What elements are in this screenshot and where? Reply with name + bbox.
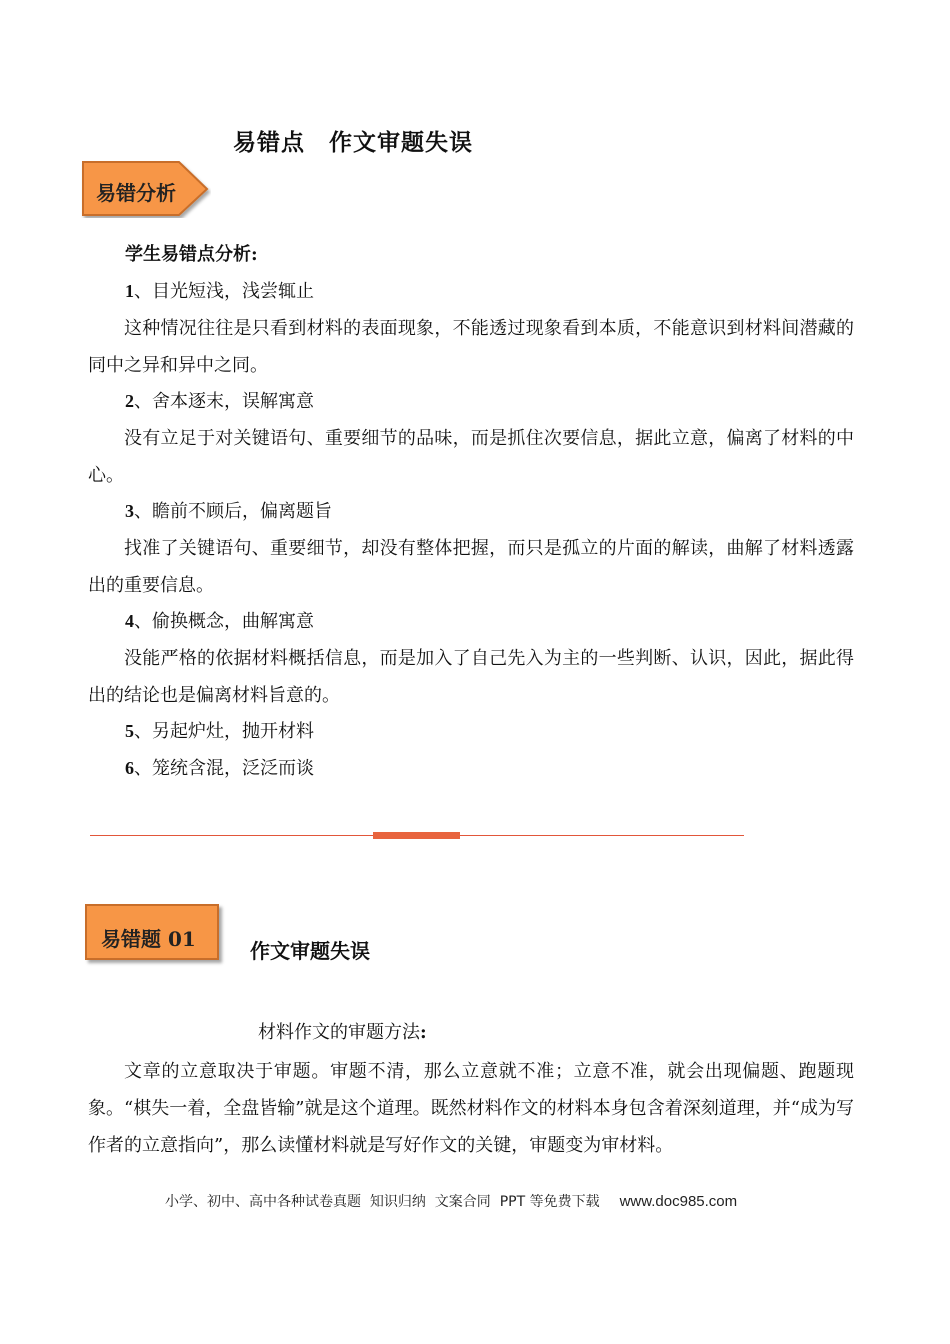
page-title: 易错点 作文审题失误 xyxy=(233,129,473,156)
point-5-title: 5、另起炉灶，抛开材料 xyxy=(125,721,314,742)
point-4-desc: 没能严格的依据材料概括信息，而是加入了自己先入为主的一些判断、认识，因此，据此得出的结论也是偏离材料旨意的。 xyxy=(88,648,854,706)
body-paragraph: 文章的立意取决于审题。审题不清，那么立意就不准；立意不准，就会出现偏题、跑题现象。“棋失一着，全盘皆输”就是这个道理。既然材料作文的材料本身包含着深刻道理，并“成为写作者的立意指向”，那么读懂材料就是写好作文的关键，审题变为审材料。 xyxy=(88,1061,854,1156)
method-heading: 材料作文的审题方法: xyxy=(258,1022,427,1043)
point-4-title: 4、偷换概念，曲解寓意 xyxy=(125,611,314,632)
point-2-title: 2、舍本逐末，误解寓意 xyxy=(125,391,314,412)
analysis-heading: 学生易错点分析: xyxy=(125,244,258,265)
point-6-title: 6、笼统含混，泛泛而谈 xyxy=(125,758,314,779)
page-footer: 小学、初中、高中各种试卷真题 知识归纳 文案合同 PPT 等免费下载 www.doc985.com xyxy=(165,1193,738,1210)
question-badge-label: 易错题 01 xyxy=(101,927,196,951)
section-divider-accent xyxy=(373,832,460,839)
point-2-desc: 没有立足于对关键语句、重要细节的品味，而是抓住次要信息，据此立意，偏离了材料的中心。 xyxy=(88,428,854,486)
analysis-badge-label: 易错分析 xyxy=(96,181,176,205)
footer-url[interactable]: www.doc985.com xyxy=(619,1193,738,1210)
question-title: 作文审题失误 xyxy=(250,939,370,963)
point-1-desc: 这种情况往往是只看到材料的表面现象，不能透过现象看到本质，不能意识到材料间潜藏的同中之异和异中之同。 xyxy=(88,318,854,376)
point-1-title: 1、目光短浅，浅尝辄止 xyxy=(125,281,314,302)
point-3-title: 3、瞻前不顾后，偏离题旨 xyxy=(125,501,332,522)
point-3-desc: 找准了关键语句、重要细节，却没有整体把握，而只是孤立的片面的解读，曲解了材料透露出的重要信息。 xyxy=(88,538,854,596)
